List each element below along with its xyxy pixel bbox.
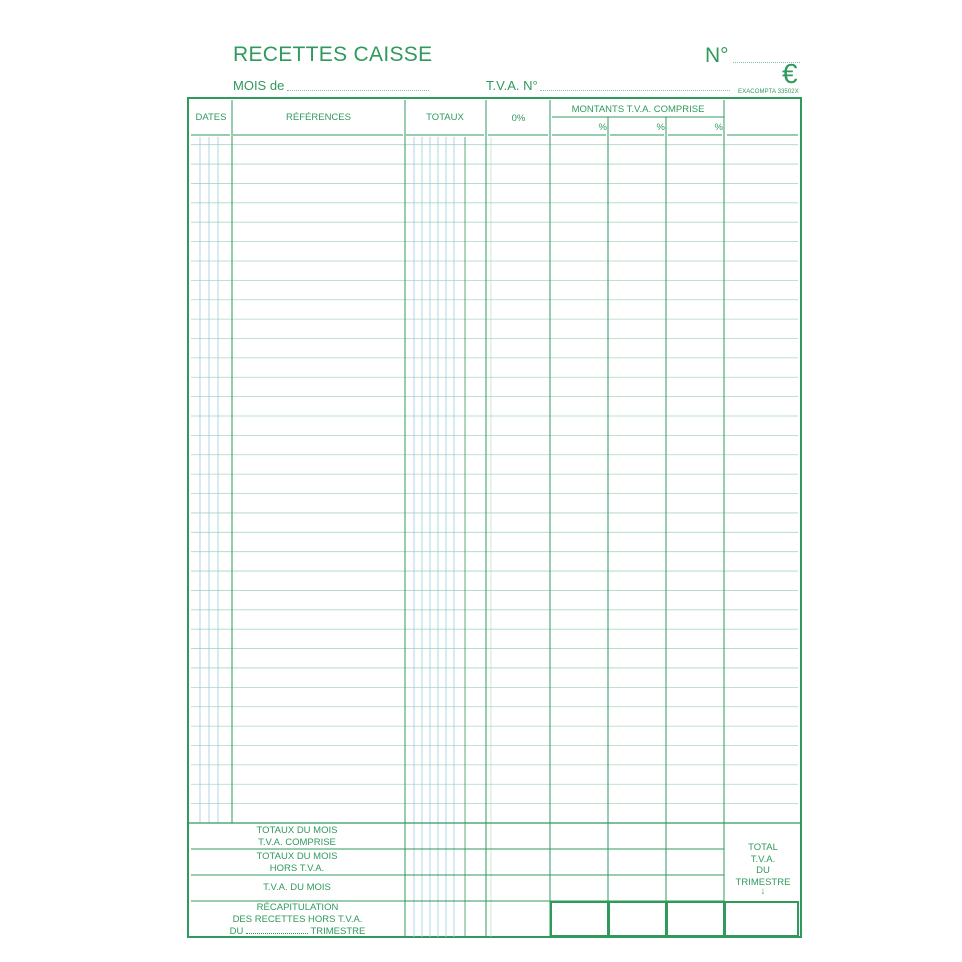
column-header-vat-amounts: MONTANTS T.V.A. COMPRISE <box>571 104 705 115</box>
month-totals-excl-vat-label <box>232 851 362 874</box>
month-totals-incl-line-1: TOTAUX DU MOIS <box>256 825 338 836</box>
page-title: RECETTES CAISSE <box>233 43 433 66</box>
column-header-totals: TOTAUX <box>426 112 464 123</box>
down-arrow-icon: ↓ <box>760 886 766 897</box>
month-totals-excl-line-2: HORS T.V.A. <box>269 862 325 874</box>
quarter-recap-box[interactable] <box>551 902 608 936</box>
quarter-number-field[interactable] <box>246 925 308 934</box>
recap-line-3-prefix: DU <box>229 926 244 937</box>
column-header-zero-rate: 0% <box>511 113 526 124</box>
quarter-vat-total-label <box>726 842 800 896</box>
vat-number-label: T.V.A. N° <box>486 78 538 93</box>
recap-line-3 <box>210 925 385 938</box>
recap-line-3-suffix: TRIMESTRE <box>310 926 366 937</box>
number-label: N° <box>705 44 729 67</box>
quarter-recap-box[interactable] <box>667 902 724 936</box>
column-header-rate-2: % <box>656 122 665 133</box>
quarter-recap-label <box>210 902 385 938</box>
euro-icon: € <box>782 58 798 89</box>
quarter-vat-line-1: TOTAL <box>748 842 778 853</box>
column-header-rate-1: % <box>598 122 607 133</box>
product-reference: EXACOMPTA 33502X <box>738 89 799 95</box>
quarter-vat-line-2: T.V.A. <box>750 853 776 865</box>
outer-frame <box>188 98 801 937</box>
quarter-recap-box[interactable] <box>609 902 666 936</box>
month-totals-incl-line-2: T.V.A. COMPRISE <box>258 836 336 848</box>
quarter-vat-line-4: TRIMESTRE <box>735 876 791 888</box>
column-header-dates: DATES <box>195 112 227 123</box>
quarter-recap-box[interactable] <box>725 902 798 936</box>
month-totals-incl-vat-label <box>232 825 362 848</box>
column-header-rate-3: % <box>714 122 723 133</box>
column-header-references: RÉFÉRENCES <box>286 112 351 123</box>
quarter-vat-line-3: DU <box>756 865 770 876</box>
recap-line-1: RÉCAPITULATION <box>256 902 339 913</box>
recap-line-2: DES RECETTES HORS T.V.A. <box>232 913 363 925</box>
month-totals-excl-line-1: TOTAUX DU MOIS <box>256 851 338 862</box>
month-label: MOIS de <box>233 78 285 93</box>
month-vat-label: T.V.A. DU MOIS <box>263 882 331 893</box>
